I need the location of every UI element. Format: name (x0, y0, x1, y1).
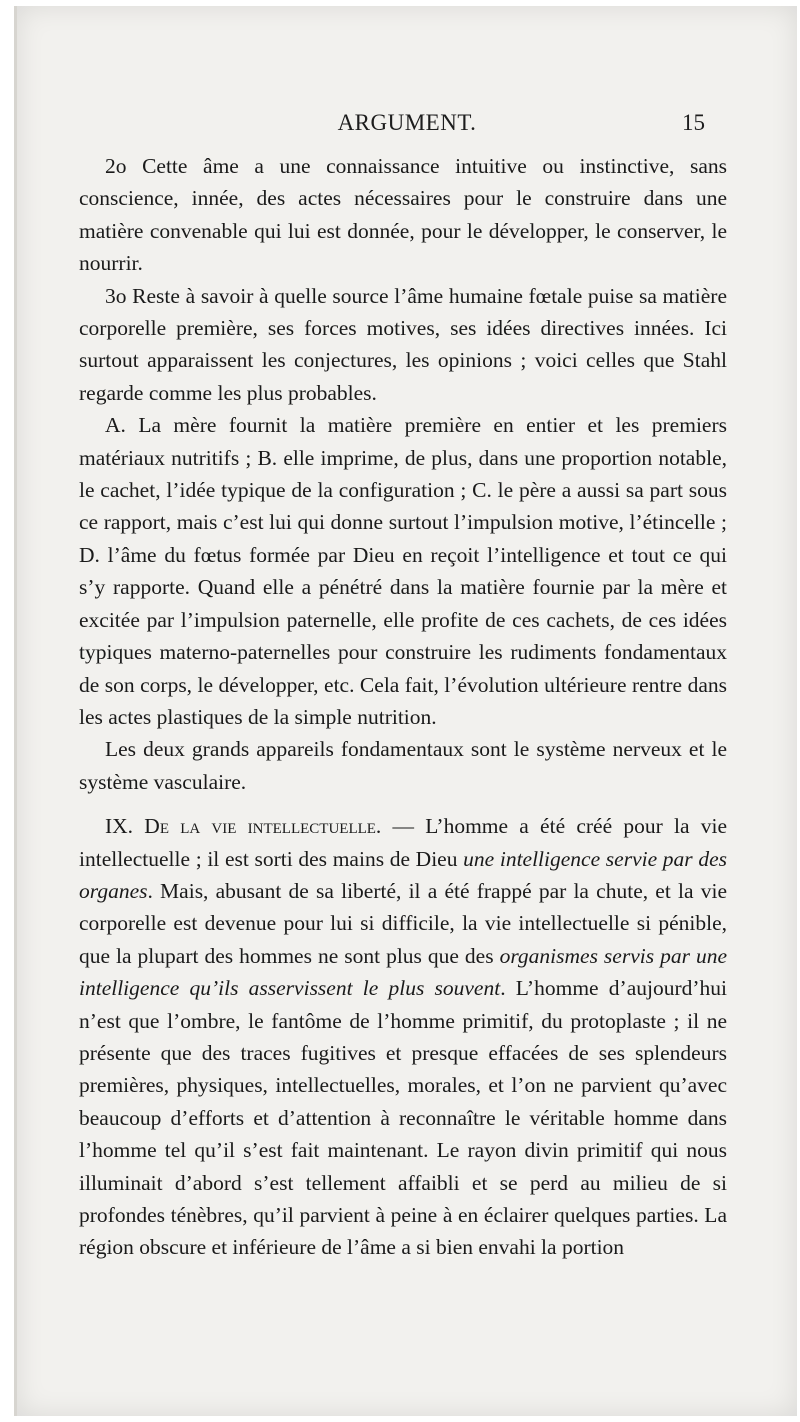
paragraph-stahl-conjectures: A. La mère fournit la matière première en entier et les premiers matériaux nutritifs ; B. elle imprime, de plus, dans une proportion notable, le cachet, l’idée typique de la configuration ; C. le père a aussi sa part sous ce rapport, mais c’est lui qui donne surtout l’impulsion motive, l’étincelle ; D. l’âme du fœtus formée par Dieu en reçoit l’intelligence et tout ce qui s’y rapporte. Quand elle a pénétré dans la matière fournie par la mère et excitée par l’impulsion paternelle, elle profite de ces cachets, de ces idées typiques materno-paternelles pour construire les rudiments fondamentaux de son corps, le développer, etc. Cela fait, l’évolution ultérieure rentre dans les actes plastiques de la simple nutrition. (79, 413, 727, 729)
section-ix-text-3: . L’homme d’aujourd’hui n’est que l’ombre, le fantôme de l’homme primitif, du protoplaste ; il ne présente que des traces fugitives et presque effacées de ses splendeurs premières, physiques, intellectuelles, morales, et l’on ne parvient qu’avec beaucoup d’efforts et d’attention à reconnaître le véritable homme dans l’homme tel qu’il s’est fait maintenant. Le rayon divin primitif qui nous illuminait d’abord s’est tellement affaibli et se perd au milieu de si profondes ténèbres, qu’il parvient à peine à en éclairer quelques parties. La région obscure et inférieure de l’âme a si bien envahi la portion (79, 976, 728, 1260)
section-ix-italic-1: une intelligence servie par des organes (79, 846, 727, 903)
page-header (17, 102, 797, 142)
page-number: 15 (682, 110, 705, 135)
section-ix-text-1: L’homme a été créé pour la vie intellectuelle ; il est sorti des mains de Dieu (79, 814, 727, 871)
section-ix-italic-2: organismes servis par une intelligence qu’ils asservissent le plus souvent (79, 943, 727, 1001)
paragraph-fundamental-systems: Les deux grands appareils fondamentaux sont le système nerveux et le système vasculaire. (79, 737, 727, 794)
section-ix-text-2: . Mais, abusant de sa liberté, il a été frappé par la chute, et la vie corporelle est devenue pour lui si difficile, la vie intellectuelle si pénible, que la plupart des hommes ne sont plus que des (79, 878, 727, 968)
paragraph-innate-knowledge: 2o Cette âme a une connaissance intuitive ou instinctive, sans conscience, innée, des actes nécessaires pour le construire dans une matière convenable qui lui est donnée, pour le développer, le conserver, le nourrir. (79, 154, 727, 276)
paragraph-fetal-soul-source: 3o Reste à savoir à quelle source l’âme humaine fœtale puise sa matière corporelle première, ses forces motives, ses idées directives innées. Ici surtout apparaissent les conjectures, les opinions ; voici celles que Stahl regarde comme les plus probables. (79, 283, 727, 405)
section-ix-paragraph (79, 810, 727, 1264)
section-ix-heading: IX. De la vie intellectuelle. — (105, 814, 415, 839)
book-page (14, 6, 797, 1416)
page-body (79, 150, 727, 1264)
running-title: ARGUMENT. (337, 110, 477, 135)
